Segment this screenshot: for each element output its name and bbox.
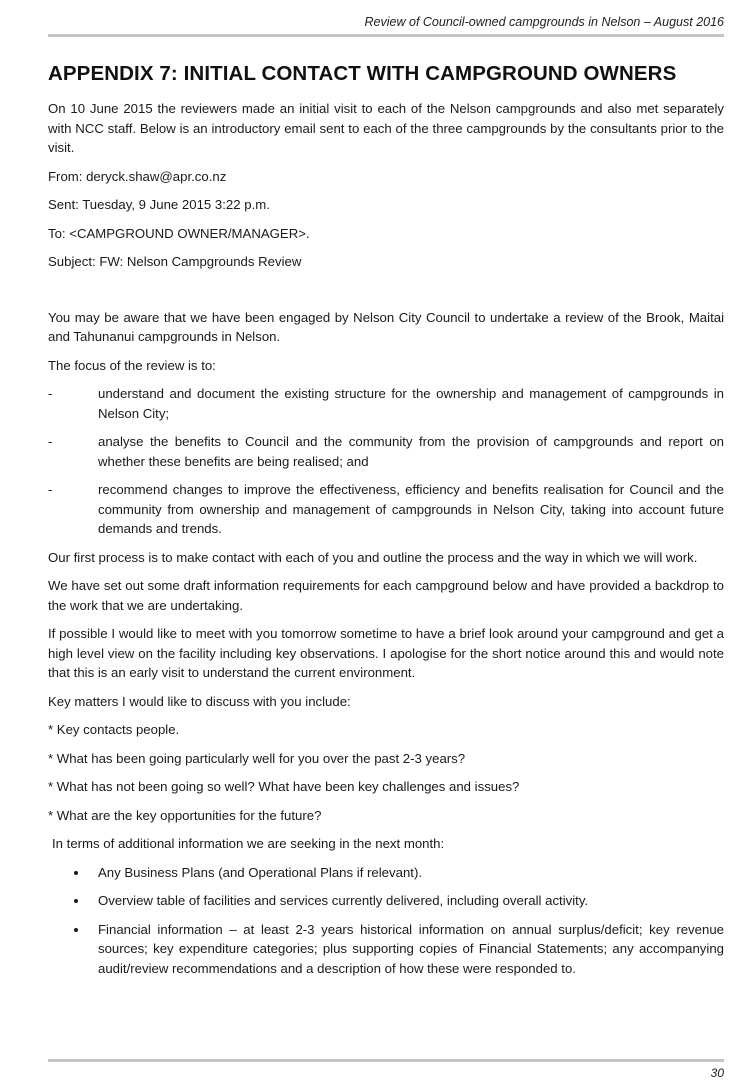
body-paragraph-2: Our first process is to make contact with each of you and outline the process and the way in which we will work. [48,549,698,565]
list-item-text: understand and document the existing structure for the ownership and management of campgrounds in Nelson City; [98,386,724,421]
email-sent: Sent: Tuesday, 9 June 2015 3:22 p.m. [48,197,270,212]
list-item-text: Overview table of facilities and services currently delivered, including overall activity. [98,893,589,908]
key-matters-intro: Key matters I would like to discuss with you include: [48,693,351,709]
list-item-text: Financial information – at least 2-3 years historical information on annual surplus/deficit; key revenue sources; key expenditure categories; plus supporting copies of Financial Statements; any accompanying audit/review recommendations and a description of how these were responded to. [98,921,724,976]
list-item [48,384,724,423]
page-title: APPENDIX 7: INITIAL CONTACT WITH CAMPGROUND OWNERS [48,62,677,85]
email-subject: Subject: FW: Nelson Campgrounds Review [48,254,302,269]
page-content [48,62,724,987]
bullet-icon [74,871,78,875]
list-item-text: analyse the benefits to Council and the community from the provision of campgrounds and report on whether these benefits are being realised; and [98,434,724,469]
key-matter-item: * What are the key opportunities for the future? [48,807,322,823]
email-to: To: <CAMPGROUND OWNER/MANAGER>. [48,225,310,241]
list-item [48,432,724,471]
email-from: From: deryck.shaw@apr.co.nz [48,168,227,184]
focus-list [48,384,724,539]
key-matter-item: * Key contacts people. [48,722,180,737]
running-header: Review of Council-owned campgrounds in Nelson – August 2016 [364,15,724,29]
intro-paragraph: On 10 June 2015 the reviewers made an initial visit to each of the Nelson campgrounds and also met separately with NCC staff. Below is an introductory email sent to each of the three campgrounds by the consultants prior to the visit. [48,101,724,155]
additional-info-intro: In terms of additional information we are seeking in the next month: [52,836,445,851]
list-item-text: Any Business Plans (and Operational Plans if relevant). [98,864,422,880]
footer-rule [48,1059,724,1062]
list-item [48,480,724,539]
dash-marker: - [48,434,53,449]
header-rule [48,34,724,37]
list-item-text: recommend changes to improve the effectiveness, efficiency and benefits realisation for Council and the community from ownership and management of campgrounds in Nelson City, taking into account future demands and trends. [98,482,724,536]
key-matter-item: * What has been going particularly well for you over the past 2-3 years? [48,750,466,766]
focus-intro: The focus of the review is to: [48,357,216,373]
list-item [48,920,724,979]
additional-info-list [48,863,724,979]
page-number: 30 [710,1066,724,1080]
dash-marker: - [48,386,53,401]
body-paragraph-3: We have set out some draft information requirements for each campground below and have provided a backdrop to the work that we are undertaking. [48,578,724,613]
dash-marker: - [48,482,53,497]
body-paragraph-4: If possible I would like to meet with you tomorrow sometime to have a brief look around your campground and get a high level view on the facility including key observations. I apologise for the short notice around this and would note that this is an early visit to understand the current environment. [48,626,724,680]
key-matter-item: * What has not been going so well? What have been key challenges and issues? [48,779,520,794]
spacer [48,281,724,308]
list-item [48,863,724,883]
list-item [48,891,724,911]
bullet-icon [74,899,78,903]
body-paragraph-1: You may be aware that we have been engaged by Nelson City Council to undertake a review of the Brook, Maitai and Tahunanui campgrounds in Nelson. [48,309,724,344]
bullet-icon [74,928,78,932]
